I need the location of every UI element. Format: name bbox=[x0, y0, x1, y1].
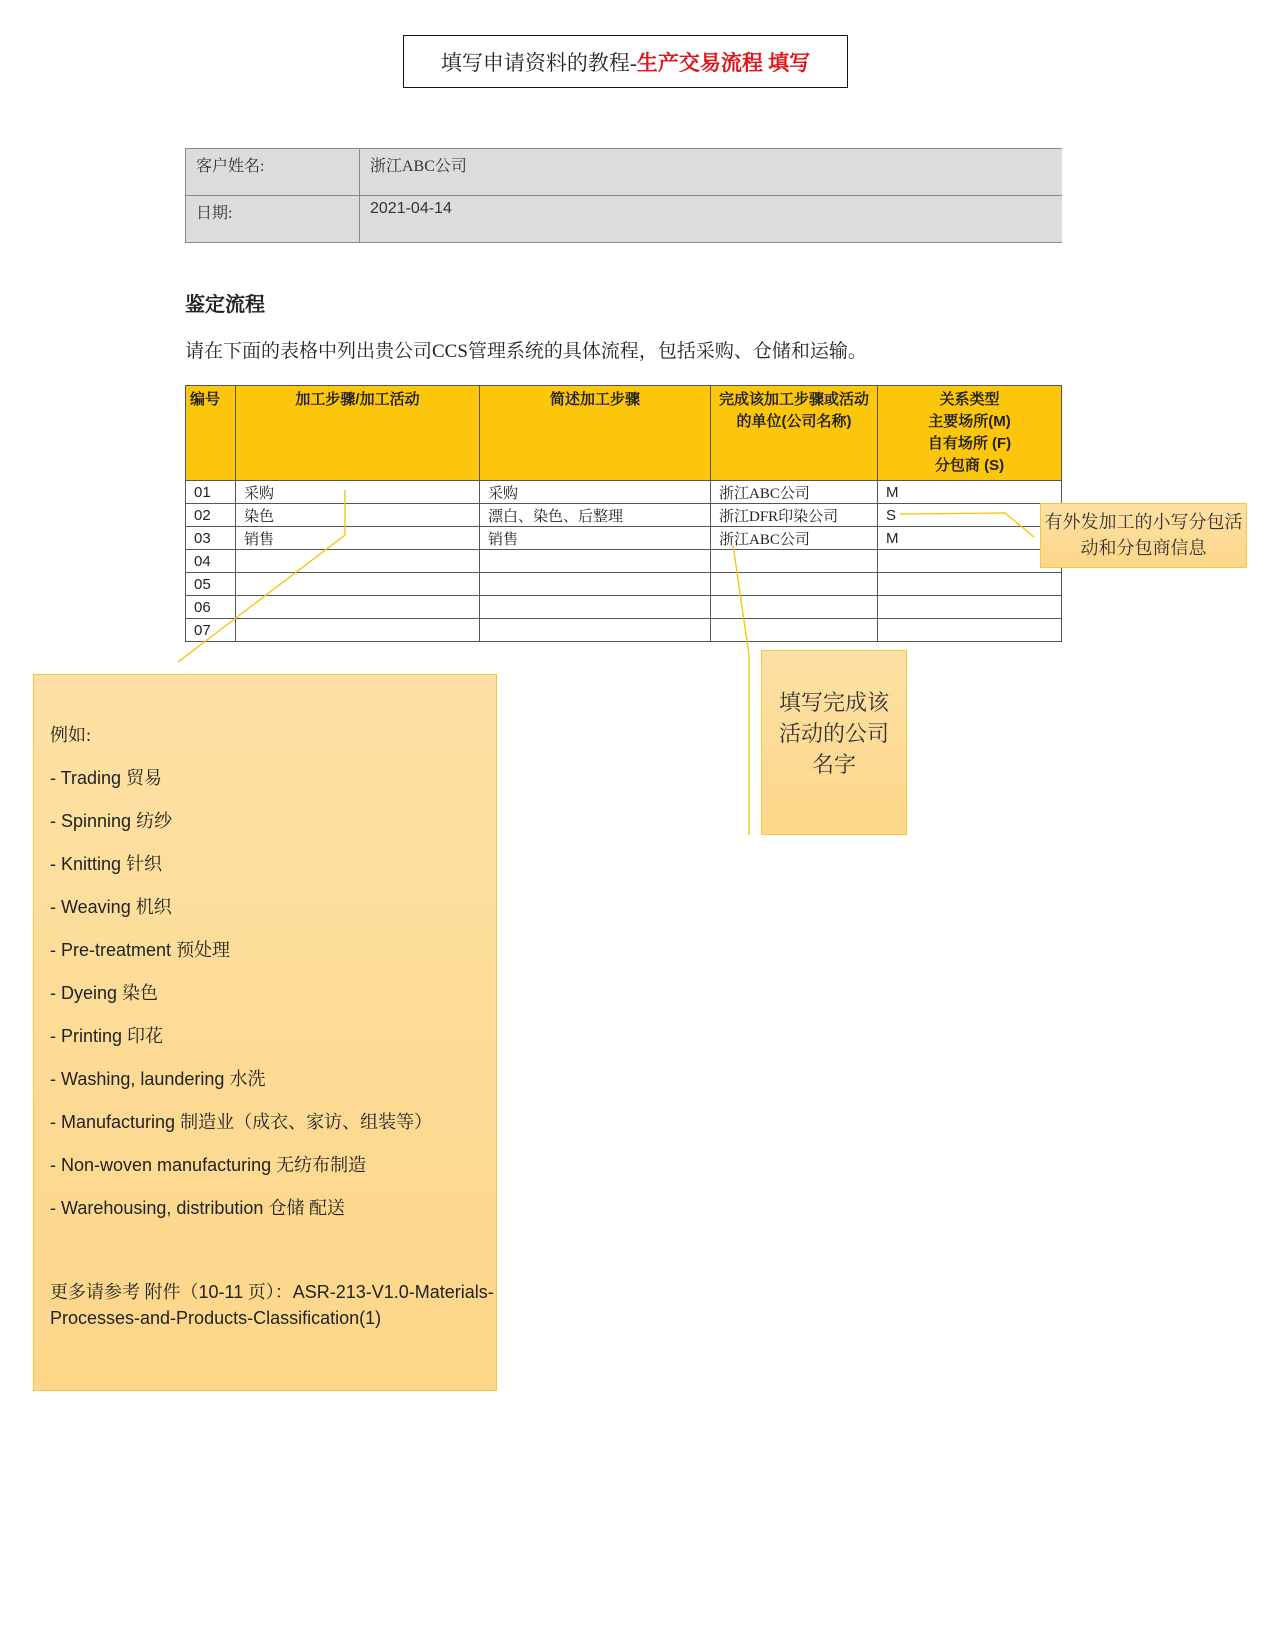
reference-prefix: 更多请参考 附件（ bbox=[50, 1282, 199, 1302]
list-item bbox=[50, 1110, 496, 1153]
table-row bbox=[186, 550, 1062, 573]
header-number: 编号 bbox=[186, 386, 236, 481]
cell-unit[interactable] bbox=[711, 596, 878, 619]
date-label: 日期: bbox=[186, 196, 360, 243]
cell-description[interactable] bbox=[480, 550, 711, 573]
examples-intro: 例如: bbox=[50, 725, 92, 745]
cell-step[interactable]: 染色 bbox=[236, 504, 480, 527]
list-item bbox=[50, 938, 496, 981]
cell-number[interactable]: 07 bbox=[186, 619, 236, 642]
examples-reference bbox=[50, 1279, 496, 1331]
cell-description[interactable] bbox=[480, 596, 711, 619]
document-title bbox=[403, 35, 848, 88]
cell-number[interactable]: 01 bbox=[186, 481, 236, 504]
table-row bbox=[186, 527, 1062, 550]
table-row bbox=[186, 596, 1062, 619]
customer-name-label: 客户姓名: bbox=[186, 149, 360, 196]
cell-step[interactable] bbox=[236, 573, 480, 596]
item-chinese: 制造业（成衣、家访、组装等） bbox=[180, 1112, 433, 1132]
item-english: - Warehousing, distribution bbox=[50, 1198, 264, 1218]
list-item bbox=[50, 895, 496, 938]
callout-company-note: 填写完成该活动的公司名字 bbox=[761, 650, 907, 835]
examples-list bbox=[50, 766, 496, 1239]
item-english: - Non-woven manufacturing bbox=[50, 1155, 272, 1175]
cell-relation[interactable]: S bbox=[878, 504, 1062, 527]
cell-step[interactable] bbox=[236, 596, 480, 619]
date-value: 2021-04-14 bbox=[360, 196, 1063, 243]
list-item bbox=[50, 809, 496, 852]
cell-relation[interactable] bbox=[878, 596, 1062, 619]
list-item bbox=[50, 852, 496, 895]
item-chinese: 预处理 bbox=[176, 940, 231, 960]
item-chinese: 纺纱 bbox=[136, 811, 173, 831]
reference-suffix: 页）： bbox=[243, 1282, 293, 1302]
process-table-header bbox=[186, 386, 1062, 481]
item-english: - Weaving bbox=[50, 897, 131, 917]
date-row bbox=[186, 196, 1063, 243]
cell-relation[interactable] bbox=[878, 550, 1062, 573]
cell-relation[interactable] bbox=[878, 573, 1062, 596]
item-chinese: 机织 bbox=[135, 897, 172, 917]
item-english: - Washing, laundering bbox=[50, 1069, 225, 1089]
item-chinese: 水洗 bbox=[229, 1069, 266, 1089]
section-heading: 鉴定流程 bbox=[185, 294, 265, 316]
customer-name-row bbox=[186, 149, 1063, 196]
reference-document: ASR-213-V1.0-Materials-Processes-and-Products-Classification(1) bbox=[50, 1282, 494, 1328]
item-english: - Pre-treatment bbox=[50, 940, 172, 960]
cell-description[interactable] bbox=[480, 619, 711, 642]
item-english: - Spinning bbox=[50, 811, 132, 831]
item-english: - Knitting bbox=[50, 854, 122, 874]
cell-step[interactable] bbox=[236, 550, 480, 573]
table-row bbox=[186, 573, 1062, 596]
cell-step[interactable]: 采购 bbox=[236, 481, 480, 504]
cell-description[interactable]: 漂白、染色、后整理 bbox=[480, 504, 711, 527]
cell-unit[interactable] bbox=[711, 573, 878, 596]
cell-unit[interactable]: 浙江ABC公司 bbox=[711, 527, 878, 550]
cell-number[interactable]: 03 bbox=[186, 527, 236, 550]
cell-relation[interactable]: M bbox=[878, 527, 1062, 550]
cell-description[interactable]: 销售 bbox=[480, 527, 711, 550]
cell-number[interactable]: 06 bbox=[186, 596, 236, 619]
callout-examples bbox=[33, 674, 497, 1391]
cell-description[interactable]: 采购 bbox=[480, 481, 711, 504]
customer-info-table bbox=[185, 148, 1062, 243]
cell-unit[interactable]: 浙江DFR印染公司 bbox=[711, 504, 878, 527]
cell-description[interactable] bbox=[480, 573, 711, 596]
item-english: - Manufacturing bbox=[50, 1112, 176, 1132]
list-item bbox=[50, 981, 496, 1024]
cell-relation[interactable] bbox=[878, 619, 1062, 642]
title-highlight: 生产交易流程 填写 bbox=[636, 50, 811, 75]
header-relation-type: 关系类型 主要场所(M) 自有场所 (F) 分包商 (S) bbox=[878, 386, 1062, 481]
list-item bbox=[50, 766, 496, 809]
instructions-text: 请在下面的表格中列出贵公司CCS管理系统的具体流程，包括采购、仓储和运输。 bbox=[185, 341, 867, 362]
header-step: 加工步骤/加工活动 bbox=[236, 386, 480, 481]
header-description: 简述加工步骤 bbox=[480, 386, 711, 481]
table-row bbox=[186, 619, 1062, 642]
process-table bbox=[185, 385, 1062, 642]
list-item bbox=[50, 1067, 496, 1110]
table-row bbox=[186, 481, 1062, 504]
cell-number[interactable]: 05 bbox=[186, 573, 236, 596]
callout-subcontract-note: 有外发加工的小写分包活动和分包商信息 bbox=[1040, 503, 1247, 568]
item-chinese: 贸易 bbox=[126, 768, 163, 788]
item-english: - Trading bbox=[50, 768, 122, 788]
cell-number[interactable]: 02 bbox=[186, 504, 236, 527]
item-chinese: 无纺布制造 bbox=[276, 1155, 367, 1175]
item-chinese: 染色 bbox=[122, 983, 159, 1003]
list-item bbox=[50, 1024, 496, 1067]
reference-pages: 10-11 bbox=[198, 1282, 244, 1302]
title-prefix: 填写申请资料的教程- bbox=[440, 50, 637, 75]
cell-unit[interactable]: 浙江ABC公司 bbox=[711, 481, 878, 504]
cell-unit[interactable] bbox=[711, 619, 878, 642]
item-english: - Printing bbox=[50, 1026, 123, 1046]
item-chinese: 针织 bbox=[126, 854, 163, 874]
customer-name-value: 浙江ABC公司 bbox=[360, 149, 1063, 196]
item-chinese: 印花 bbox=[127, 1026, 164, 1046]
item-chinese: 仓储 配送 bbox=[268, 1198, 345, 1218]
item-english: - Dyeing bbox=[50, 983, 118, 1003]
table-row bbox=[186, 504, 1062, 527]
cell-step[interactable]: 销售 bbox=[236, 527, 480, 550]
header-unit: 完成该加工步骤或活动的单位(公司名称) bbox=[711, 386, 878, 481]
cell-number[interactable]: 04 bbox=[186, 550, 236, 573]
list-item bbox=[50, 1153, 496, 1196]
cell-unit[interactable] bbox=[711, 550, 878, 573]
cell-relation[interactable]: M bbox=[878, 481, 1062, 504]
list-item bbox=[50, 1196, 496, 1239]
cell-step[interactable] bbox=[236, 619, 480, 642]
